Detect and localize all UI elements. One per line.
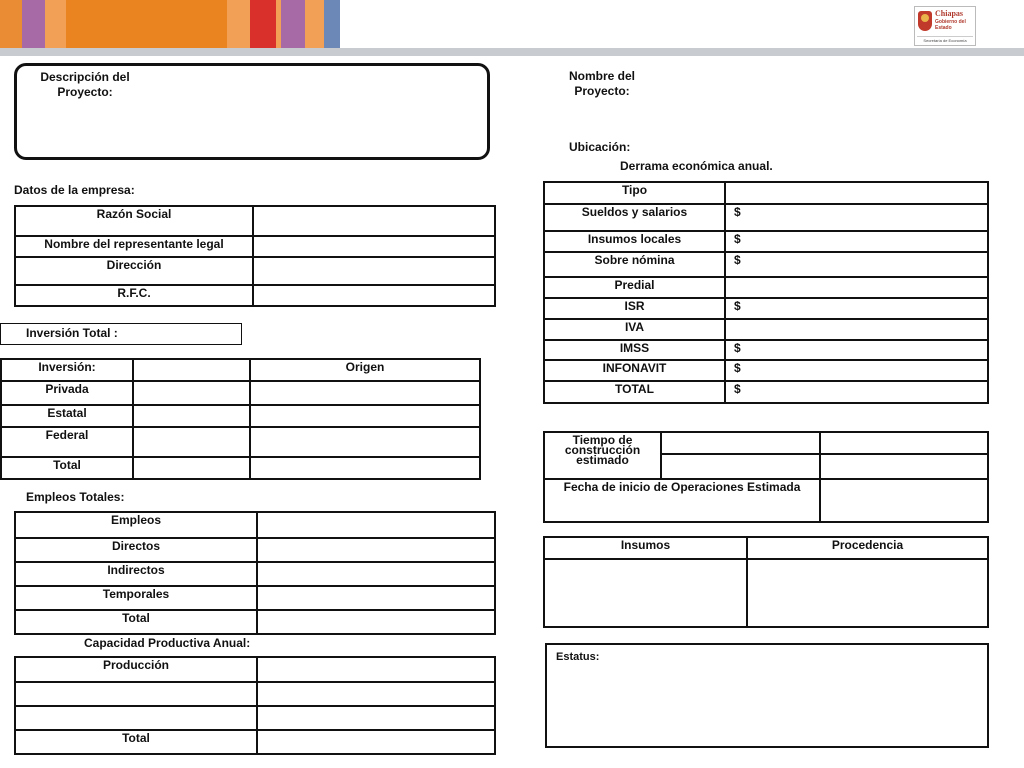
- status-label: Estatus:: [556, 651, 600, 663]
- employment-value-cell[interactable]: [257, 538, 495, 562]
- header-stripe: [305, 0, 325, 48]
- company-row-label: R.F.C.: [15, 285, 253, 306]
- company-row-label: Razón Social: [15, 206, 253, 236]
- investment-row-label: Federal: [1, 427, 133, 457]
- employment-value-cell[interactable]: [257, 512, 495, 538]
- start-date-label: Fecha de inicio de Operaciones Estimada: [544, 479, 820, 522]
- spill-value-cell[interactable]: $: [725, 231, 988, 252]
- spill-value-cell[interactable]: $: [725, 360, 988, 381]
- project-description-label: Descripción del Proyecto:: [40, 70, 130, 99]
- company-table: [14, 205, 496, 307]
- header-color-stripes: [0, 0, 340, 48]
- origin-cell[interactable]: [250, 427, 480, 457]
- spill-type-cell: IVA: [544, 319, 725, 340]
- header-stripe: [250, 0, 275, 48]
- header-stripe: [0, 0, 22, 48]
- supplies-cell[interactable]: [544, 559, 747, 627]
- construction-time-label: Tiempo de construcción estimado: [544, 432, 661, 479]
- investment-header: Inversión:: [1, 359, 133, 381]
- status-box[interactable]: [545, 643, 989, 748]
- header-stripe: [281, 0, 304, 48]
- total-investment-label: Inversión Total :: [26, 326, 118, 340]
- logo-caption: Secretaría de Economía: [917, 36, 973, 43]
- capacity-value-cell[interactable]: [257, 682, 495, 706]
- investment-row-label: Total: [1, 457, 133, 479]
- company-row-label: Dirección: [15, 257, 253, 285]
- spill-value-cell[interactable]: $: [725, 340, 988, 360]
- spill-value-cell[interactable]: $: [725, 204, 988, 231]
- capacity-value-cell[interactable]: [257, 730, 495, 754]
- capacity-row-label: Total: [15, 730, 257, 754]
- investment-cell[interactable]: [133, 457, 250, 479]
- investment-row-label: Privada: [1, 381, 133, 405]
- spill-value-cell[interactable]: $: [725, 252, 988, 277]
- spill-type-cell: TOTAL: [544, 381, 725, 403]
- economic-spill-table: [543, 181, 989, 404]
- spill-type-cell: Sueldos y salarios: [544, 204, 725, 231]
- company-value-cell[interactable]: [253, 285, 495, 306]
- supplies-header: Insumos: [544, 537, 747, 559]
- spill-value-cell[interactable]: $: [725, 298, 988, 319]
- investment-table: [0, 358, 481, 480]
- header-stripe: [22, 0, 45, 48]
- capacity-value-cell[interactable]: [257, 657, 495, 682]
- employment-value-cell[interactable]: [257, 562, 495, 586]
- origin-cell[interactable]: [250, 457, 480, 479]
- employment-row-label: Temporales: [15, 586, 257, 610]
- spill-value-cell[interactable]: [725, 182, 988, 204]
- spill-type-cell: Sobre nómina: [544, 252, 725, 277]
- location-label: Ubicación:: [569, 140, 631, 154]
- spill-type-cell: ISR: [544, 298, 725, 319]
- header-stripe: [45, 0, 67, 48]
- investment-cell[interactable]: [133, 405, 250, 427]
- header-stripe: [227, 0, 250, 48]
- spill-value-cell[interactable]: $: [725, 381, 988, 403]
- spill-type-cell: Predial: [544, 277, 725, 298]
- supplies-table: [543, 536, 989, 628]
- construction-time-cell[interactable]: [820, 454, 988, 479]
- company-row-label: Nombre del representante legal: [15, 236, 253, 257]
- capacity-row-label: Producción: [15, 657, 257, 682]
- investment-cell[interactable]: [133, 381, 250, 405]
- spill-type-cell: Tipo: [544, 182, 725, 204]
- logo-subtitle: Gobierno del Estado: [935, 19, 966, 31]
- header-stripe: [66, 0, 226, 48]
- investment-cell[interactable]: [133, 427, 250, 457]
- start-date-cell[interactable]: [820, 479, 988, 522]
- logo-title: Chiapas: [935, 9, 964, 18]
- capacity-value-cell[interactable]: [257, 706, 495, 730]
- spill-type-cell: IMSS: [544, 340, 725, 360]
- project-name-label: Nombre del Proyecto:: [568, 69, 635, 98]
- construction-time-cell[interactable]: [820, 432, 988, 454]
- construction-time-cell[interactable]: [661, 454, 820, 479]
- construction-table: [543, 431, 989, 523]
- coat-of-arms-icon: [918, 11, 932, 31]
- origin-cell[interactable]: [250, 381, 480, 405]
- employment-row-label: Empleos: [15, 512, 257, 538]
- employment-value-cell[interactable]: [257, 610, 495, 634]
- origin-cell[interactable]: [747, 559, 988, 627]
- origin-header: Origen: [250, 359, 480, 381]
- company-section-label: Datos de la empresa:: [14, 183, 135, 197]
- chiapas-logo: [914, 6, 976, 46]
- header-stripe: [324, 0, 340, 48]
- employment-row-label: Indirectos: [15, 562, 257, 586]
- spill-type-cell: Insumos locales: [544, 231, 725, 252]
- origin-cell[interactable]: [250, 405, 480, 427]
- capacity-table: [14, 656, 496, 755]
- company-value-cell[interactable]: [253, 236, 495, 257]
- employment-row-label: Directos: [15, 538, 257, 562]
- construction-time-cell[interactable]: [661, 432, 820, 454]
- spill-value-cell[interactable]: [725, 319, 988, 340]
- capacity-section-label: Capacidad Productiva Anual:: [84, 636, 251, 650]
- capacity-row-label[interactable]: [15, 682, 257, 706]
- employment-row-label: Total: [15, 610, 257, 634]
- origin-header: Procedencia: [747, 537, 988, 559]
- employment-value-cell[interactable]: [257, 586, 495, 610]
- capacity-row-label[interactable]: [15, 706, 257, 730]
- economic-spill-label: Derrama económica anual.: [620, 159, 773, 173]
- employment-table: [14, 511, 496, 635]
- investment-row-label: Estatal: [1, 405, 133, 427]
- spill-value-cell[interactable]: [725, 277, 988, 298]
- spill-type-cell: INFONAVIT: [544, 360, 725, 381]
- company-value-cell[interactable]: [253, 257, 495, 285]
- header-divider: [0, 48, 1024, 56]
- employment-section-label: Empleos Totales:: [26, 490, 125, 504]
- company-value-cell[interactable]: [253, 206, 495, 236]
- investment-cell[interactable]: [133, 359, 250, 381]
